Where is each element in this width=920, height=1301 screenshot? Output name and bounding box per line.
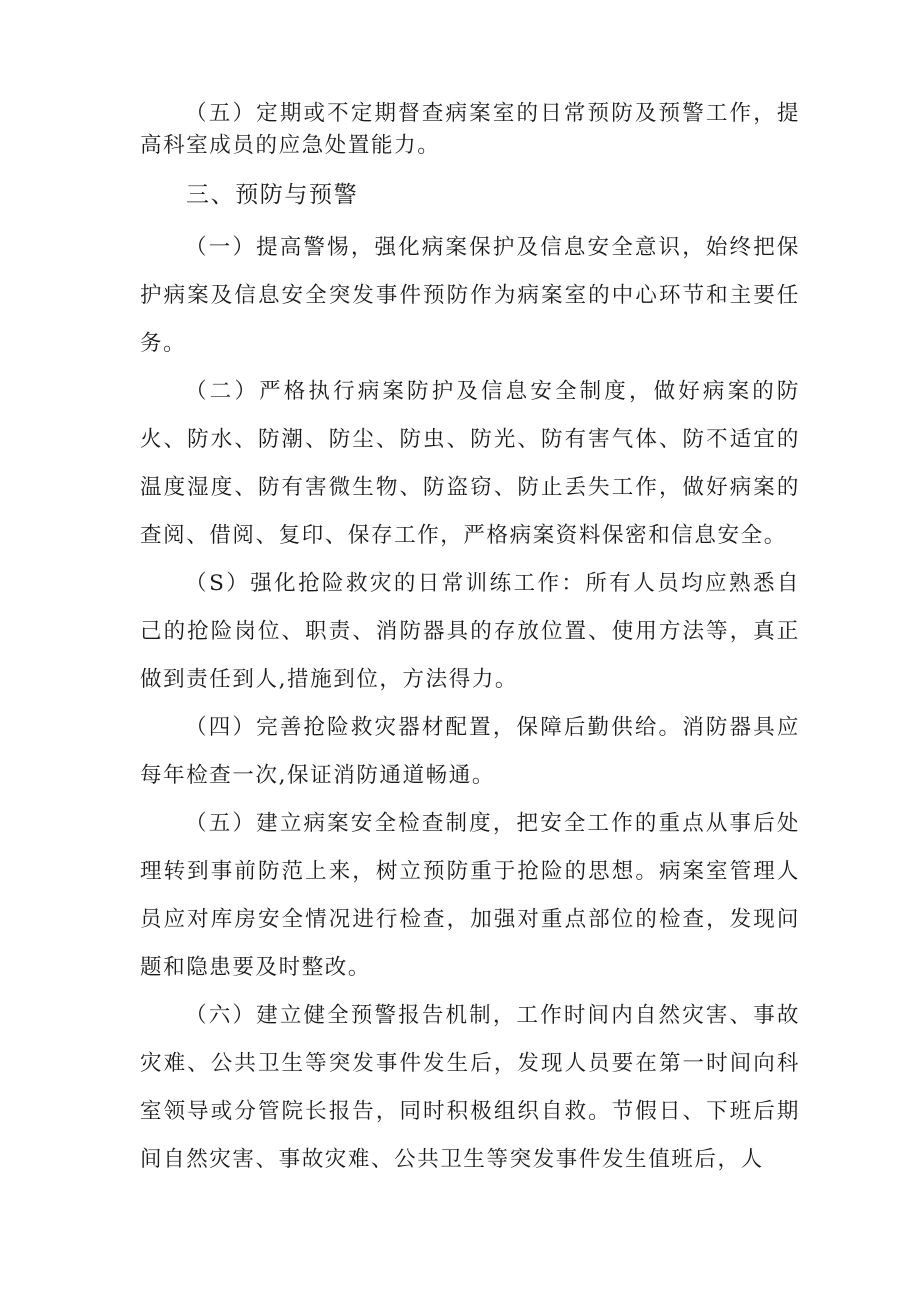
paragraph-5: （五）建立病案安全检查制度，把安全工作的重点从事后处理转到事前防范上来，树立预防重于抢险的思想。病案室管理人员应对库房安全情况进行检查，加强对重点部位的检查，发现问题和隐患要及时整改。 — [140, 811, 800, 980]
paragraph-2: （二）严格执行病案防护及信息安全制度，做好病案的防火、防水、防潮、防尘、防虫、防光、防有害气体、防不适宜的温度湿度、防有害微生物、防盗窃、防止丢失工作，做好病案的查阅、借阅、复印、保存工作，严格病案资料保密和信息安全。 — [140, 379, 800, 548]
paragraph-3: （S）强化抢险救灾的日常训练工作：所有人员均应熟悉自己的抢险岗位、职责、消防器具的存放位置、使用方法等，真正做到责任到人,措施到位，方法得力。 — [140, 571, 800, 692]
paragraph-6: （六）建立健全预警报告机制，工作时间内自然灾害、事故灾难、公共卫生等突发事件发生后，发现人员要在第一时间向科室领导或分管院长报告，同时积极组织自救。节假日、下班后期间自然灾害、事故灾难、公共卫生等突发事件发生值班后，人 — [140, 1003, 800, 1172]
paragraph-intro: （五）定期或不定期督查病案室的日常预防及预警工作，提高科室成员的应急处置能力。 — [140, 101, 800, 158]
paragraph-4: （四）完善抢险救灾器材配置，保障后勤供给。消防器具应每年检查一次,保证消防通道畅通。 — [140, 715, 800, 788]
paragraph-1: （一）提高警惕，强化病案保护及信息安全意识，始终把保护病案及信息安全突发事件预防作为病案室的中心环节和主要任务。 — [140, 235, 800, 356]
section-heading: 三、预防与预警 — [186, 182, 359, 208]
document-page — [140, 98, 800, 1184]
